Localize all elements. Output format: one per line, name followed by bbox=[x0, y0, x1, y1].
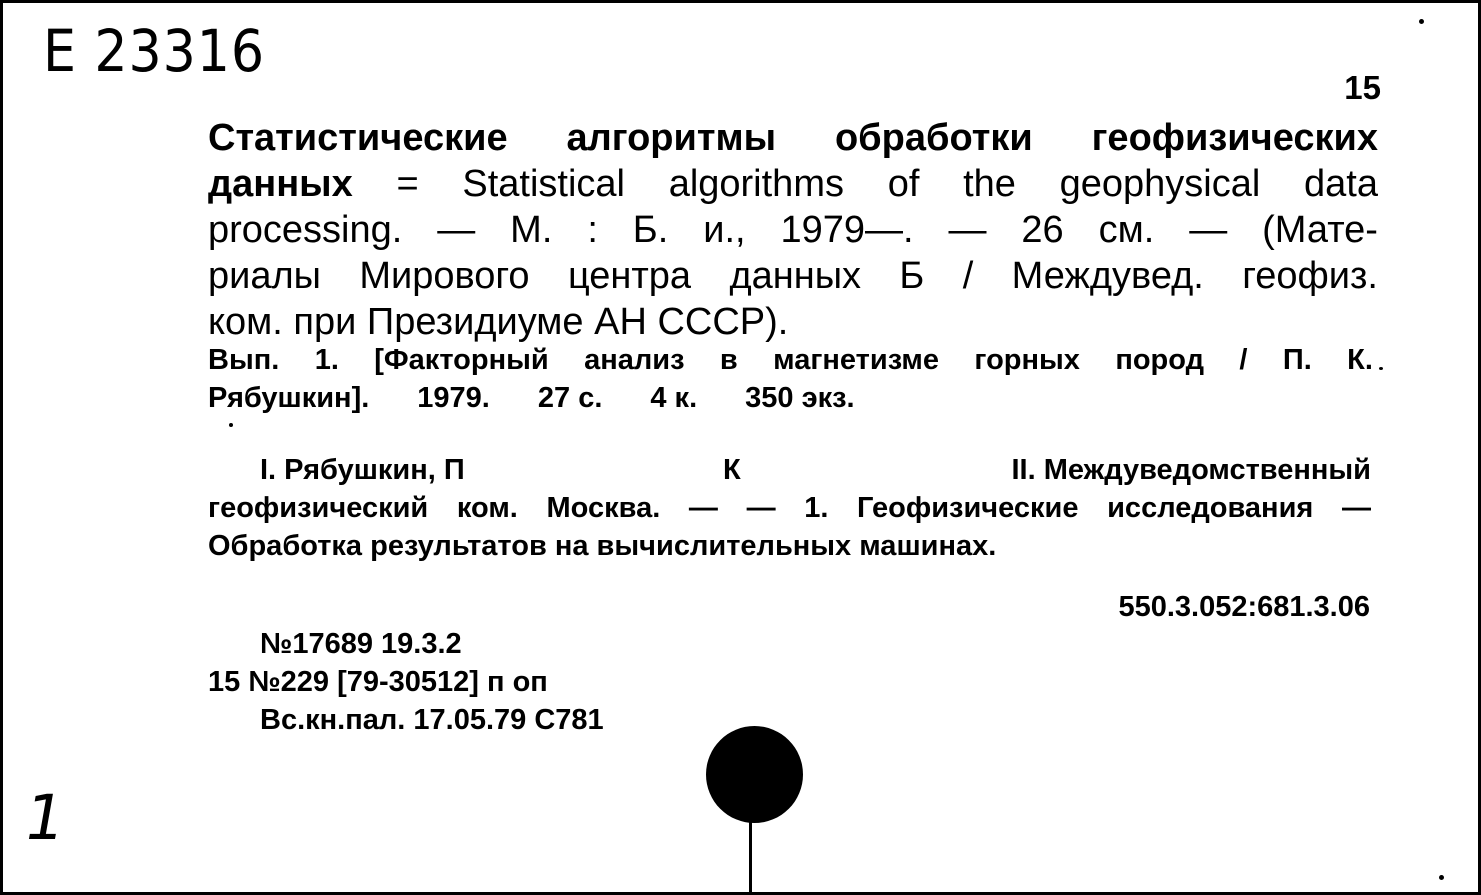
entry-series-line-end: ком. при Президиуме АН СССР). bbox=[208, 301, 789, 343]
entry-title-line-1: Статистические алгоритмы обработки геофизических bbox=[208, 117, 1378, 159]
entry-publication-line: processing. — М. : Б. и., 1979—. — 26 см. — (Мате- bbox=[208, 209, 1378, 251]
tracings-line-3: Обработка результатов на вычислительных машинах. bbox=[208, 530, 997, 562]
tracings-line-1 bbox=[208, 451, 1371, 489]
issue-line-1: Вып. 1. [Факторный анализ в магнетизме горных пород / П. К. bbox=[208, 344, 1373, 376]
issue-line-2: Рябушкин]. 1979. 27 с. 4 к. 350 экз. bbox=[208, 382, 855, 414]
tracings-line-2: геофизический ком. Москва. — — 1. Геофизические исследования — bbox=[208, 492, 1371, 524]
entry-series-line: риалы Мирового центра данных Б / Междувед. геофиз. bbox=[208, 255, 1378, 297]
printing-imprint bbox=[208, 625, 604, 739]
handwritten-mark: 1 bbox=[18, 781, 71, 854]
speck bbox=[1439, 875, 1444, 880]
tracing-corporate: II. Междуведомственный bbox=[1011, 454, 1371, 486]
tracing-author: I. Рябушкин, П bbox=[260, 454, 465, 486]
entry-title-line-2: данных = Statistical algorithms of the geophysical data bbox=[208, 163, 1378, 205]
page-number: 15 bbox=[1344, 69, 1381, 106]
udc-classification: 550.3.052:681.3.06 bbox=[1118, 591, 1370, 623]
card-rod bbox=[749, 821, 752, 895]
punch-hole bbox=[706, 726, 803, 823]
bibliographic-entry bbox=[208, 115, 1378, 345]
imprint-line-3: Вс.кн.пал. 17.05.79 С781 bbox=[260, 704, 604, 736]
tracings bbox=[208, 451, 1371, 565]
speck bbox=[1419, 19, 1424, 24]
imprint-line-2: 15 №229 [79-30512] п оп bbox=[208, 666, 548, 698]
speck bbox=[1379, 367, 1383, 370]
issue-description bbox=[208, 341, 1373, 417]
imprint-line-1: №17689 19.3.2 bbox=[260, 628, 462, 660]
speck bbox=[229, 423, 233, 427]
tracing-author-initial: К bbox=[723, 454, 741, 486]
handwritten-catalog-number: E 23316 bbox=[43, 17, 265, 85]
